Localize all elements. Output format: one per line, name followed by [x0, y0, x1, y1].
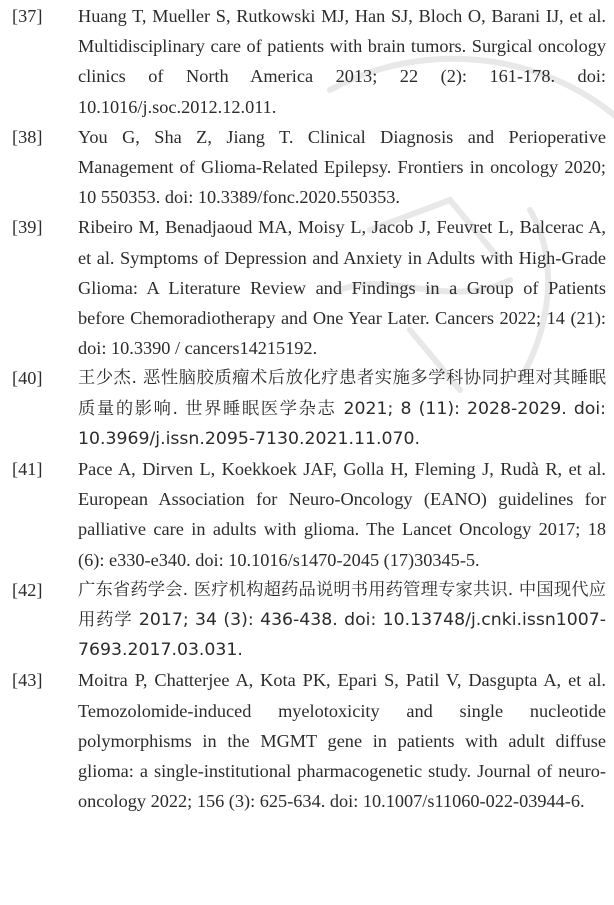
reference-item	[0, 454, 614, 575]
reference-text: 广东省药学会. 医疗机构超药品说明书用药管理专家共识. 中国现代应用药学 2017; 34 (3): 436-438. doi: 10.13748/j.cnki.issn1007-7693.2017.03.031.	[78, 579, 606, 661]
reference-number: [41]	[12, 459, 43, 480]
reference-item	[0, 212, 614, 363]
reference-list	[0, 1, 614, 816]
reference-number: [40]	[12, 368, 43, 389]
reference-number: [42]	[12, 579, 43, 600]
reference-number: [37]	[12, 6, 43, 26]
reference-item	[0, 1, 614, 122]
reference-number: [38]	[12, 126, 43, 147]
reference-text: Ribeiro M, Benadjaoud MA, Moisy L, Jacob J, Feuvret L, Balcerac A, et al. Symptoms of Depression and Anxiety in Adults with High-Grade Glioma: A Literature Review and Findings in a Group of Patients before Chemoradiotherapy and One Year Later. Cancers 2022; 14 (21): doi: 10.3390 / cancers14215192.	[78, 217, 606, 359]
reference-text: Pace A, Dirven L, Koekkoek JAF, Golla H, Fleming J, Rudà R, et al. European Association for Neuro-Oncology (EANO) guidelines for palliative care in adults with glioma. The Lancet Oncology 2017; 18 (6): e330-e340. doi: 10.1016/s1470-2045 (17)30345-5.	[78, 459, 606, 570]
reference-item	[0, 363, 614, 454]
reference-item	[0, 665, 614, 816]
reference-text: Huang T, Mueller S, Rutkowski MJ, Han SJ, Bloch O, Barani IJ, et al. Multidisciplinary care of patients with brain tumors. Surgical oncology clinics of North America 2013; 22 (2): 161-178. doi: 10.1016/j.soc.2012.12.011.	[78, 6, 606, 117]
reference-text: Moitra P, Chatterjee A, Kota PK, Epari S, Patil V, Dasgupta A, et al. Temozolomide-induced myelotoxicity and single nucleotide polymorphisms in the MGMT gene in patients with adult diffuse glioma: a single-institutional pharmacogenetic study. Journal of neuro-oncology 2022; 156 (3): 625-634. doi: 10.1007/s11060-022-03944-6.	[78, 670, 606, 812]
reference-item	[0, 575, 614, 666]
reference-number: [43]	[12, 670, 43, 691]
reference-text: 王少杰. 恶性脑胶质瘤术后放化疗患者实施多学科协同护理对其睡眠质量的影响. 世界睡眠医学杂志 2021; 8 (11): 2028-2029. doi: 10.3969/j.issn.2095-7130.2021.11.070.	[78, 368, 606, 449]
reference-text: You G, Sha Z, Jiang T. Clinical Diagnosis and Perioperative Management of Glioma-Related Epilepsy. Frontiers in oncology 2020; 10 550353. doi: 10.3389/fonc.2020.550353.	[78, 126, 606, 208]
reference-item	[0, 122, 614, 213]
reference-number: [39]	[12, 217, 43, 238]
